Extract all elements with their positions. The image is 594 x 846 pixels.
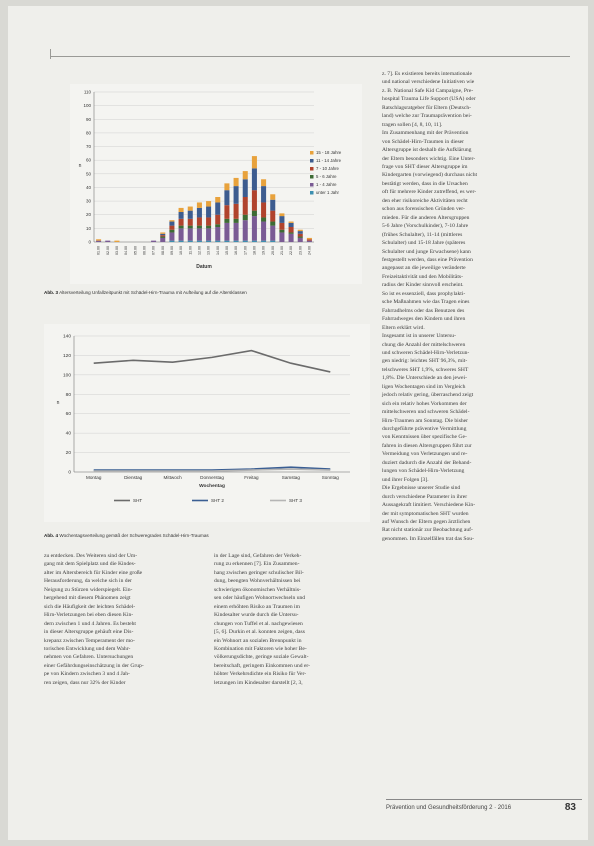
bar-segment (279, 223, 284, 230)
bar-segment (261, 179, 266, 186)
bar-segment (179, 241, 184, 242)
x-tick-label: 01.00 (96, 246, 101, 255)
bar-segment (215, 224, 220, 227)
bar-segment (298, 231, 303, 234)
bar-segment (298, 234, 303, 237)
bar-segment (188, 211, 193, 219)
bar-segment (197, 241, 202, 242)
bar-segment (96, 239, 101, 240)
bar-segment (224, 241, 229, 242)
x-tick-label: 15.00 (224, 246, 229, 255)
bar-segment (279, 213, 284, 216)
bar-segment (261, 186, 266, 202)
bar-segment (252, 241, 257, 242)
y-tick-label: 90 (85, 116, 91, 122)
text-column-bottom-middle: in der Lage sind, Gefahren der Verkeh- rung zu erkennen [7]. Ein Zusammen- hang zwischen geringer schulischer Bil- dung, beengten Wohnverhältnissen bei schwierigen ökonomischen Verhältnis- sen oder häufigen Wohnortwechseln und einem erhöhten Risiko an Traumen im Kindesalter wurde durch die Untersu- chungen von Tuffel et al. nachgewiesen [5, 6]. Durkin et al. konnten zeigen, dass ein Wohnort an sozialen Brennpunkt in Kombination mit Faktoren wie hoher Be- völkerungsdichte, geringe soziale Gewalt- bereitschaft, geringem Einkommen und er- höhter Verkehrsdichte ein Risiko für Ver- letzungen im Kindesalter darstellt [2, 3, (214, 553, 311, 686)
figure-3-chart (70, 84, 362, 284)
bar-segment (261, 222, 266, 241)
bar-segment (215, 241, 220, 242)
bar-segment (261, 241, 266, 242)
bar-segment (307, 241, 312, 242)
bar-segment (224, 205, 229, 219)
bar-segment (279, 230, 284, 233)
y-tick-label: 80 (85, 130, 91, 136)
y-tick-label: 100 (83, 103, 91, 109)
x-tick-label: 16.00 (234, 246, 239, 255)
bar-segment (179, 219, 184, 226)
bar-segment (215, 215, 220, 225)
bar-segment (270, 211, 275, 222)
bar-segment (252, 211, 257, 216)
bar-segment (169, 226, 174, 230)
y-tick-label: 120 (62, 353, 71, 359)
bar-segment (197, 228, 202, 240)
y-tick-label: 20 (65, 451, 71, 457)
x-tick-label: 13.00 (206, 246, 211, 255)
bar-segment (197, 208, 202, 218)
bar-segment (188, 226, 193, 229)
bar-segment (243, 241, 248, 242)
bar-segment (206, 226, 211, 229)
page-number: 83 (564, 802, 576, 813)
bar-segment (206, 228, 211, 240)
bar-segment (169, 232, 174, 240)
x-tick-label: Montag (86, 475, 102, 480)
figure-3-text: Altersverteilung Unfallzeitpunkt mit Schädel-Hirn-Trauma mit Aufteilung auf die Altersklassen (59, 290, 247, 295)
bar-segment (188, 228, 193, 240)
bar-segment (270, 194, 275, 199)
bar-segment (252, 156, 257, 168)
bar-segment (243, 171, 248, 179)
bar-segment (261, 202, 266, 217)
bar-segment (279, 216, 284, 223)
bar-segment (279, 232, 284, 242)
bar-segment (289, 232, 294, 233)
y-tick-label: 60 (65, 412, 71, 418)
bar-segment (179, 226, 184, 229)
x-tick-label: Dienstag (124, 475, 143, 480)
bar-segment (289, 222, 294, 223)
y-tick-label: 60 (85, 157, 91, 163)
figure-3-label: Abb. 3 (44, 290, 59, 295)
legend-swatch (310, 167, 314, 171)
x-tick-label: 24.00 (307, 246, 312, 255)
x-tick-label: Donnerstag (200, 475, 224, 480)
legend-label: SHT 3 (289, 498, 302, 503)
bar-segment (169, 220, 174, 221)
bar-segment (234, 186, 239, 204)
bar-segment (105, 241, 110, 242)
figure-4-text: Wochentagsverteilung gemäß der Schweregrades Schädel-Hirn-Traumas (59, 533, 209, 538)
figure-4-label: Abb. 4 (44, 533, 59, 538)
legend-swatch (310, 159, 314, 163)
series-line (94, 351, 331, 372)
y-tick-label: 0 (68, 470, 71, 476)
figure-4-chart (44, 324, 370, 522)
bar-segment (188, 241, 193, 242)
bar-segment (234, 204, 239, 219)
y-tick-label: 40 (85, 184, 91, 190)
x-tick-label: 06.00 (142, 246, 147, 255)
bar-segment (160, 234, 165, 235)
bar-segment (179, 208, 184, 212)
legend-label: SHT 2 (211, 498, 224, 503)
bar-segment (197, 217, 202, 225)
bar-segment (169, 222, 174, 226)
bar-segment (215, 202, 220, 214)
figure-3-caption (44, 290, 370, 296)
bar-segment (160, 237, 165, 238)
bar-segment (289, 234, 294, 242)
bar-segment (188, 207, 193, 211)
bar-segment (261, 217, 266, 221)
text-column-bottom-left: zu entdecken. Des Weiteren sind der Um- gang mit dem Spielplatz und die Kindes- alter im Altersbereich für Kinder eine große Herausforderung, da welche sich in der Neigung zu Stürzen widerspiegelt. Ein- hergehend mit diesem Phänomen zeigt sich die Häufigkeit der leichten Schädel- Hirn-Verletzungen bei eben diesen Kin- dern zwischen 1 und 4 Jahren. Es besteht in dieser Altersgruppe gehäuft eine Dis- krepanz zwischen Temperament der mo- torischen Entwicklung und dem Wahr- nehmen von Gefahren. Untersuchungen einer Gefährdungseinschätzung in der Grup- pe von Kindern zwischen 3 und 4 Jah- ren zeigen, dass nur 32% der Kinder (44, 553, 144, 686)
header-rule (50, 56, 570, 57)
x-tick-label: 20.00 (270, 246, 275, 255)
bar-segment (298, 237, 303, 238)
bar-segment (234, 219, 239, 223)
bar-segment (243, 197, 248, 215)
legend-label: 11 - 14 Jahre (316, 158, 342, 163)
x-tick-label: Mittwoch (163, 475, 182, 480)
bar-segment (270, 222, 275, 226)
legend-label: 1 - 4 Jahre (316, 182, 337, 187)
y-tick-label: 140 (62, 334, 71, 340)
bar-segment (234, 241, 239, 242)
legend-swatch (310, 151, 314, 155)
line-chart-svg (44, 324, 370, 522)
bar-segment (197, 226, 202, 229)
bar-chart-svg (70, 84, 362, 284)
legend-label: 7 - 10 Jahre (316, 166, 339, 171)
bar-segment (206, 201, 211, 206)
bar-segment (206, 207, 211, 218)
x-tick-label: 18.00 (252, 246, 257, 255)
bar-segment (252, 168, 257, 190)
bar-segment (197, 202, 202, 207)
figure-4-caption (44, 533, 370, 539)
x-tick-label: 22.00 (289, 246, 294, 255)
x-tick-label: 21.00 (279, 246, 284, 255)
bar-segment (169, 230, 174, 233)
text-column-right: z. 7]. Es existieren bereits internationale und national verschiedene Initiativen wie z. B. National Safe Kid Campaigne, Pre- hospital Trauma Life Support (USA) oder Ratschlagsratgeber für Eltern (Deutsch- land) welche zur Traumaprävention bei- tragen sollen [4, 8, 10, 11]. Im Zusammenhang mit der Prävention von Schädel-Hirn-Traumen in dieser Altersgruppe ist deshalb die Aufklärung der Eltern besonders wichtig. Eine Unter- frage von SHT dieser Altersgruppe im Kindergarten (vorwiegend) durchaus nicht bestätigt werden, dass in die Ursachen oft für mehrere Kinder zutreffend, es wer- den eher risikoreiche Aktivitäten recht schon aus forensischen Gründen ver- mieden. Für die anderen Altersgruppen 5-6 Jahre (Vorschulkinder), 7-10 Jahre (frühes Schulalter), 11-14 (mittleres Schulalter) und 15-18 Jahre (späteres Schulalter und junge Erwachsene) kann festgestellt werden, dass eine Prävention angepasst an die jeweilige veränderte Freizeitaktivität und den Mobilitäts- radius der Kinder sinnvoll erscheint. So ist es essenziell, dass prophylakti- sche Maßnahmen wie das Tragen eines Fahrradhelms oder das Benutzen des Fahrradweges den Kindern und ihren Eltern erklärt wird. Insgesamt ist in unserer Untersu- chung die Anzahl der mittelschweren und schweren Schädel-Hirn-Verletzun- gen niedrig: leichtes SHT 96,3%, mit- telschweres SHT 1,9%, schweres SHT 1,8%. Die Unterschiede an den jewei- ligen Wochentagen sind im Vergleich jedoch relativ gering, überraschend zeigt sich ein relativ hohes Vorkommen der mittelschweren und schweren Schädel- Hirn-Traumen am Sonntag. Die bisher durchgeführte präventive Vermittlung von Kenntnissen über spezifische Ge- fahren in diesen Altersgruppen führt zur Vermeidung von Verletzungen und re- duziert dadurch die Anzahl der Behand- lungen von Schädel-Hirn-Verletzung und ihrer Folgen [3]. Die Ergebnisse unserer Studie sind durch verschiedene Parameter in ihrer Aussagekraft limitiert. Verschiedene Kin- der mit symptomatischen SHT wurden auf Wunsch der Eltern gegen ärztlichen Rat nicht stationär zur Beobachtung auf- genommen. Im Einzelfällen trat das Sou- (382, 71, 478, 542)
y-tick-label: 30 (85, 198, 91, 204)
y-tick-label: 10 (85, 225, 91, 231)
x-tick-label: 19.00 (261, 246, 266, 255)
legend-label: 15 - 18 Jahre (316, 150, 342, 155)
bar-segment (307, 238, 312, 239)
x-tick-label: Freitag (244, 475, 259, 480)
x-axis-title: Datum (196, 264, 212, 270)
bar-segment (224, 219, 229, 223)
legend-label: 5 - 6 Jahre (316, 174, 337, 179)
bar-segment (151, 241, 156, 242)
x-tick-label: 04.00 (124, 246, 129, 255)
x-tick-label: 08.00 (160, 246, 165, 255)
x-tick-label: 11.00 (188, 246, 193, 255)
bar-segment (252, 216, 257, 241)
bar-segment (206, 241, 211, 242)
x-axis-title: Wochentag (199, 484, 225, 489)
bar-segment (270, 226, 275, 241)
bar-segment (298, 230, 303, 231)
y-axis-title: n (56, 400, 60, 406)
bar-segment (270, 200, 275, 211)
legend-swatch (310, 175, 314, 179)
bar-segment (243, 220, 248, 240)
y-tick-label: 110 (83, 89, 91, 95)
bar-segment (215, 197, 220, 202)
x-tick-label: 02.00 (105, 246, 110, 255)
x-tick-label: Samstag (281, 475, 300, 480)
legend-swatch (310, 191, 314, 195)
bar-segment (243, 215, 248, 220)
bar-segment (179, 228, 184, 240)
legend-label: SHT (133, 498, 143, 503)
journal-reference: Prävention und Gesundheitsförderung 2 · 2016 (386, 805, 512, 811)
bar-segment (160, 238, 165, 242)
bar-segment (270, 241, 275, 242)
x-tick-label: 03.00 (114, 246, 119, 255)
bar-segment (224, 223, 229, 241)
bar-segment (169, 241, 174, 242)
bar-segment (252, 190, 257, 210)
bar-segment (179, 212, 184, 219)
bar-segment (114, 241, 119, 242)
x-tick-label: Sonntag (321, 475, 339, 480)
x-tick-label: 12.00 (197, 246, 202, 255)
x-tick-label: 17.00 (243, 246, 248, 255)
y-tick-label: 20 (85, 212, 91, 218)
y-tick-label: 50 (85, 171, 91, 177)
journal-page (8, 6, 588, 840)
legend-label: unter 1 Jahr (316, 190, 339, 195)
bar-segment (206, 217, 211, 225)
x-tick-label: 07.00 (151, 246, 156, 255)
header-tick (50, 49, 51, 59)
x-tick-label: 05.00 (133, 246, 138, 255)
bar-segment (307, 239, 312, 240)
bar-segment (243, 179, 248, 197)
bar-segment (224, 190, 229, 205)
x-tick-label: 23.00 (298, 246, 303, 255)
bar-segment (234, 223, 239, 241)
bar-segment (289, 227, 294, 232)
bar-segment (215, 227, 220, 241)
page-footer (386, 799, 582, 818)
bar-segment (298, 238, 303, 242)
bar-segment (224, 183, 229, 190)
bar-segment (96, 241, 101, 242)
y-tick-label: 100 (62, 373, 71, 379)
bar-segment (289, 223, 294, 227)
y-tick-label: 0 (88, 239, 91, 245)
x-tick-label: 10.00 (179, 246, 184, 255)
y-tick-label: 70 (85, 144, 91, 150)
x-tick-label: 14.00 (215, 246, 220, 255)
y-tick-label: 80 (65, 392, 71, 398)
y-tick-label: 40 (65, 431, 71, 437)
x-tick-label: 09.00 (169, 246, 174, 255)
legend-swatch (310, 183, 314, 187)
y-axis-title: n (78, 163, 82, 169)
bar-segment (160, 232, 165, 233)
bar-segment (188, 219, 193, 226)
bar-segment (160, 235, 165, 236)
bar-segment (234, 178, 239, 186)
